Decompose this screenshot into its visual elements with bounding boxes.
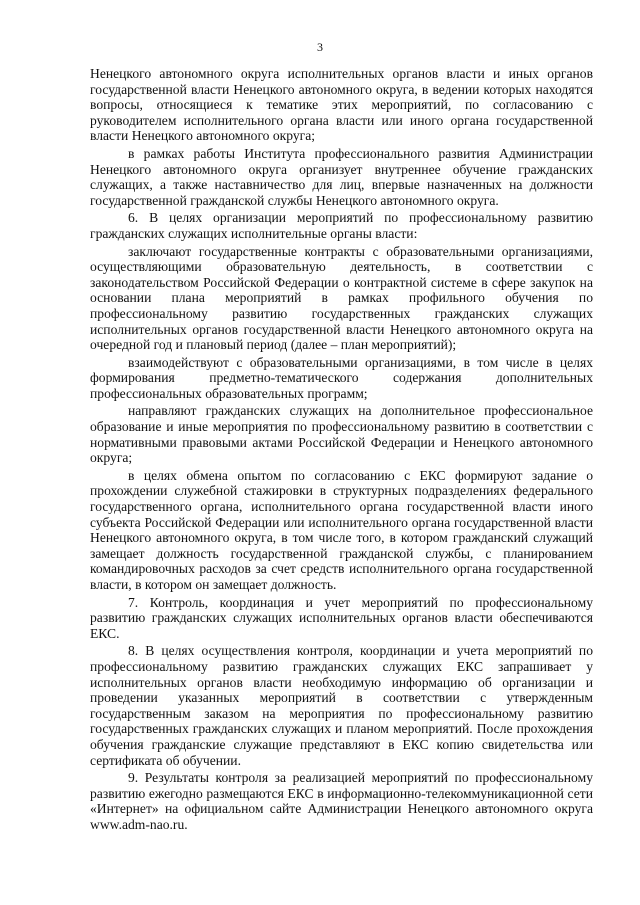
paragraph-direction: направляют гражданских служащих на дополнительное профессиональное образование и иные мероприятия по профессиональному развитию в соответствии с нормативными правовыми актами Российской Федерации и Ненецкого автономного округа; — [90, 403, 593, 466]
paragraph-continuation: Ненецкого автономного округа исполнительных органов власти и иных органов государственной власти Ненецкого автономного округа, в ведении которых находятся вопросы, относящиеся к тематике этих мероприятий, по согласованию с руководителем исполнительного органа власти или иного органа государственной власти Ненецкого автономного округа; — [90, 66, 593, 144]
paragraph-item-8: 8. В целях осуществления контроля, координации и учета мероприятий по профессиональному развитию гражданских служащих ЕКС запрашивает у исполнительных органов власти необходимую информацию об организации и проведении указанных мероприятий в соответствии с утвержденным государственным заказом на мероприятия по профессиональному развитию государственных гражданских служащих и планом мероприятий. После прохождения обучения гражданские служащие представляют в ЕКС копию свидетельства или сертификата об обучении. — [90, 643, 593, 768]
paragraph-interaction: взаимодействуют с образовательными организациями, в том числе в целях формирования предметно-тематического содержания дополнительных профессиональных образовательных программ; — [90, 354, 593, 401]
page-number: 3 — [317, 40, 323, 54]
document-body — [90, 66, 593, 835]
paragraph-item-7: 7. Контроль, координация и учет мероприятий по профессиональному развитию гражданских служащих исполнительных органов власти обеспечиваются ЕКС. — [90, 594, 593, 641]
paragraph-item-6: 6. В целях организации мероприятий по профессиональному развитию гражданских служащих исполнительные органы власти: — [90, 210, 593, 241]
paragraph-internship: в целях обмена опытом по согласованию с ЕКС формируют задание о прохождении служебной стажировки в структурных подразделениях федерального государственного органа, исполнительного органа государственной власти иного субъекта Российской Федерации или исполнительного органа государственной власти Ненецкого автономного округа, в том числе того, в котором гражданский служащий замещает должность государственной гражданской службы, с планированием командировочных расходов за счет средств исполнительного органа государственной власти, в котором он замещает должность. — [90, 467, 593, 592]
paragraph-institute-training: в рамках работы Института профессионального развития Администрации Ненецкого автономного округа организует внутреннее обучение гражданских служащих, а также наставничество для лиц, впервые назначенных на должности государственной гражданской службы Ненецкого автономного округа. — [90, 145, 593, 208]
paragraph-item-9: 9. Результаты контроля за реализацией мероприятий по профессиональному развитию ежегодно размещаются ЕКС в информационно-телекоммуникационной сети «Интернет» на официальном сайте Администрации Ненецкого автономного округа www.adm-nao.ru. — [90, 770, 593, 832]
paragraph-contracts: заключают государственные контракты с образовательными организациями, осуществляющими образовательную деятельность, в соответствии с законодательством Российской Федерации о контрактной системе в сфере закупок на основании плана мероприятий в рамках профильного обучения по профессиональному развитию государственных гражданских служащих исполнительных органов государственной власти Ненецкого автономного округа на очередной год и плановый период (далее – план мероприятий); — [90, 243, 593, 353]
